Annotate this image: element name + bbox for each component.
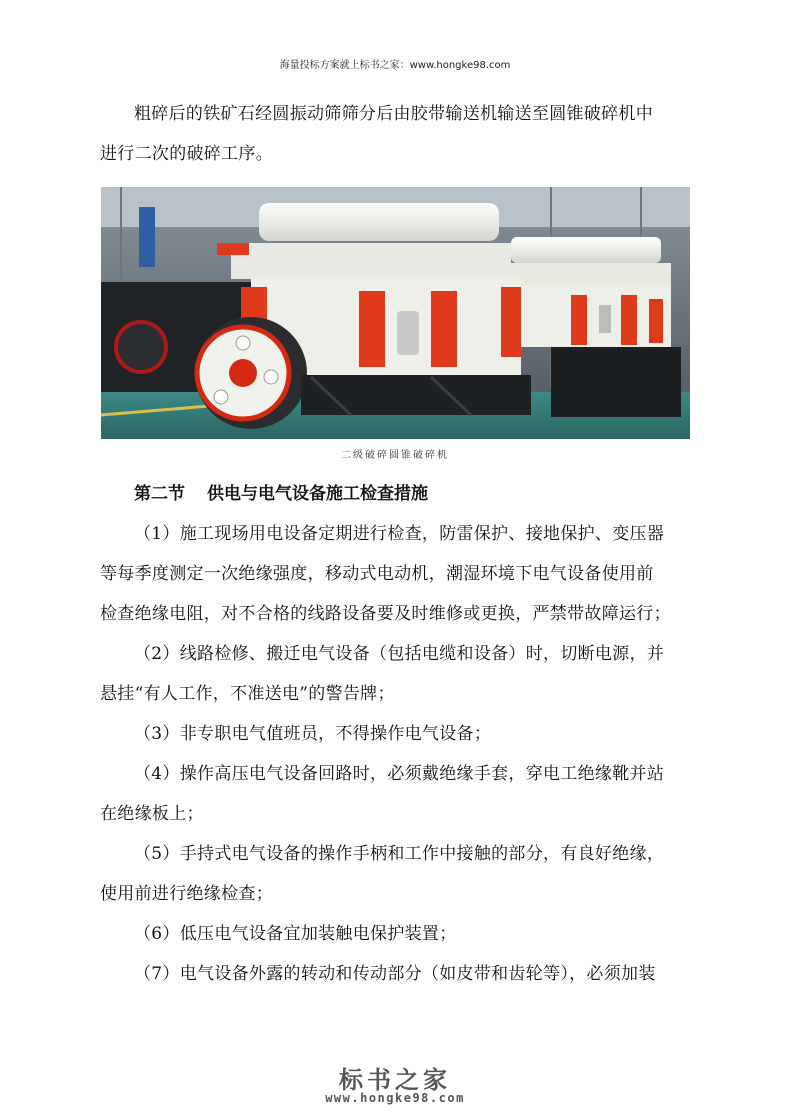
- cone-crusher-photo: [101, 187, 690, 439]
- measures-list: [100, 514, 694, 994]
- item-3-line-1: （3）非专职电气值班员，不得操作电气设备；: [134, 724, 492, 744]
- footer-logo: 标书之家: [339, 1066, 451, 1094]
- section-heading: [134, 474, 428, 514]
- item-1-line-2: 等每季度测定一次绝缘强度，移动式电动机，潮湿环境下电气设备使用前: [100, 564, 654, 584]
- section-number: 第二节: [134, 484, 185, 504]
- item-1-line-3: 检查绝缘电阻，对不合格的线路设备要及时维修或更换，严禁带故障运行；: [100, 604, 671, 624]
- item-2-line-1: （2）线路检修、搬迁电气设备（包括电缆和设备）时，切断电源，并: [134, 644, 665, 664]
- item-6-line-1: （6）低压电气设备宜加装触电保护装置；: [134, 924, 457, 944]
- item-2-line-2: 悬挂“有人工作，不准送电”的警告牌；: [100, 684, 395, 704]
- crusher-illustration: [101, 187, 690, 439]
- item-5-line-1: （5）手持式电气设备的操作手柄和工作中接触的部分，有良好绝缘，: [134, 844, 665, 864]
- item-7-line-1: （7）电气设备外露的转动和传动部分（如皮带和齿轮等），必须加装: [134, 964, 656, 984]
- intro-paragraph: [100, 94, 694, 174]
- item-1-line-1: （1）施工现场用电设备定期进行检查，防雷保护、接地保护、变压器: [134, 524, 665, 544]
- footer-url: www.hongke98.com: [325, 1091, 465, 1105]
- intro-line-1: 粗碎后的铁矿石经圆振动筛筛分后由胶带输送机输送至圆锥破碎机中: [134, 104, 653, 124]
- item-4-line-1: （4）操作高压电气设备回路时，必须戴绝缘手套，穿电工绝缘靴并站: [134, 764, 665, 784]
- figure-caption: 二级破碎圆锥破碎机: [341, 450, 449, 461]
- intro-line-2: 进行二次的破碎工序。: [100, 144, 273, 164]
- page-header: 海量投标方案就上标书之家：www.hongke98.com: [279, 60, 511, 71]
- item-4-line-2: 在绝缘板上；: [100, 804, 204, 824]
- section-title: 供电与电气设备施工检查措施: [207, 484, 428, 504]
- item-5-line-2: 使用前进行绝缘检查；: [100, 884, 273, 904]
